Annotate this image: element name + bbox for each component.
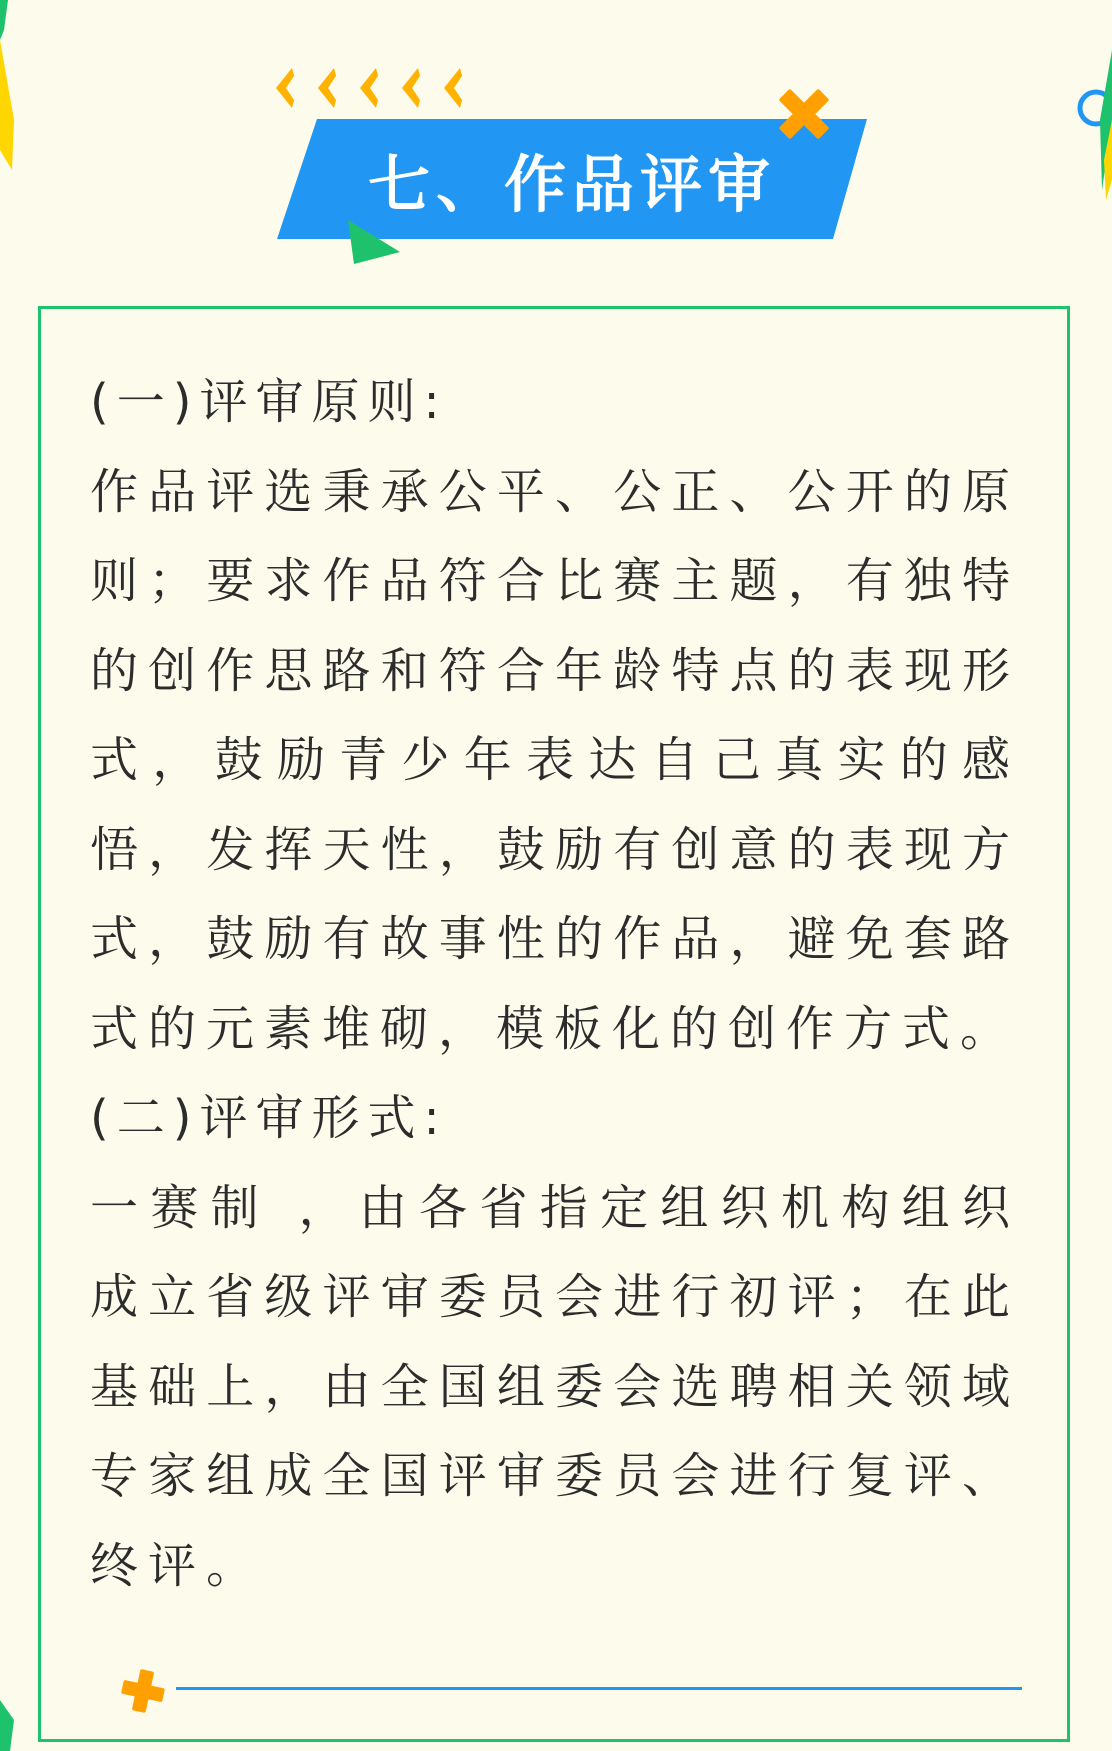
right-edge-decoration bbox=[1072, 40, 1112, 200]
bottom-divider bbox=[176, 1687, 1022, 1690]
section-heading-format: (二)评审形式: bbox=[90, 1090, 448, 1146]
bottom-left-decoration bbox=[0, 1690, 20, 1751]
left-edge-decoration bbox=[0, 0, 20, 180]
page-title: 七、作品评审 bbox=[367, 147, 776, 221]
section-heading-principles: (一)评审原则: bbox=[90, 374, 448, 430]
content-text bbox=[90, 358, 1020, 1611]
chevron-arrows-icon bbox=[272, 66, 472, 110]
section-body-principles: 作品评选秉承公平、公正、公开的原则；要求作品符合比赛主题，有独特的创作思路和符合年龄特点的表现形式，鼓励青少年表达自己真实的感悟，发挥天性，鼓励有创意的表现方式，鼓励有故事性的作品，避免套路式的元素堆砌，模板化的创作方式。 bbox=[90, 463, 1020, 1057]
orange-plus-icon bbox=[118, 1666, 168, 1716]
section-body-format: 一赛制 ，由各省指定组织机构组织成立省级评审委员会进行初评；在此基础上，由全国组委会选聘相关领域专家组成全国评审委员会进行复评、终评。 bbox=[90, 1179, 1020, 1594]
